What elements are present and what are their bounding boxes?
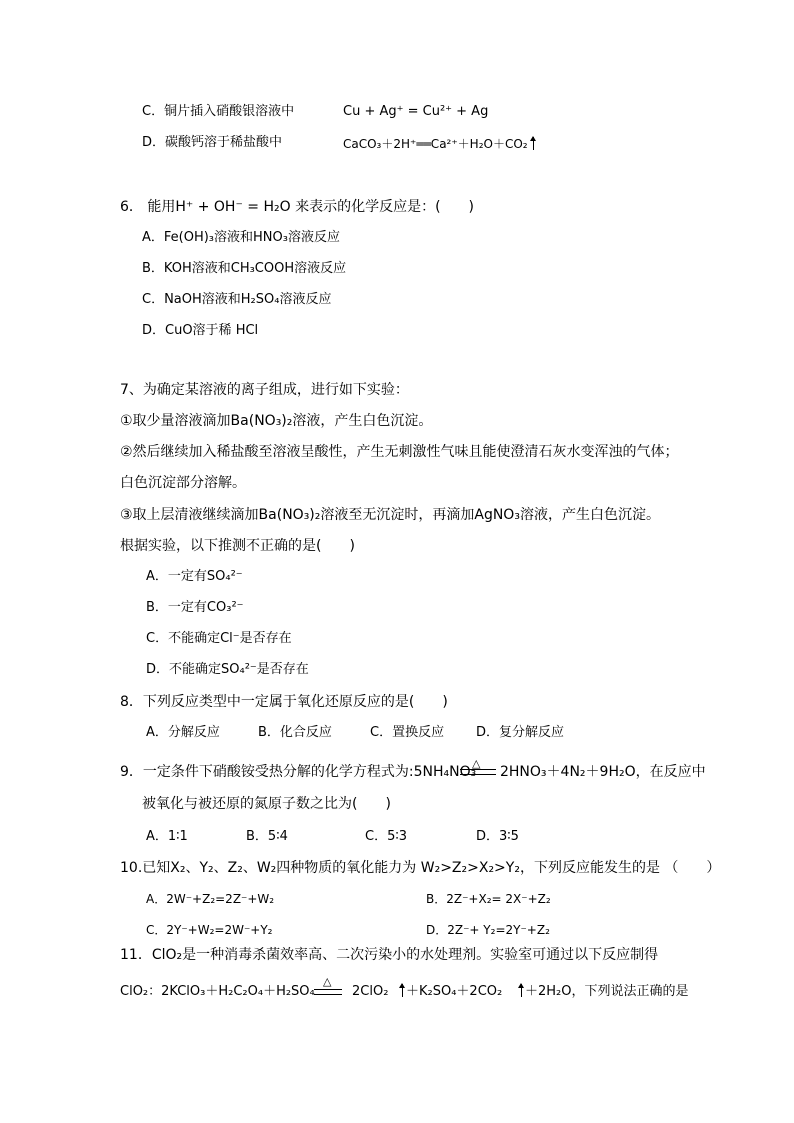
q5-option-d-label: D．碳酸钙溶于稀盐酸中 <box>142 135 283 150</box>
q8-option-d: D．复分解反应 <box>476 725 565 740</box>
q10-stem: 10.已知X₂、Y₂、Z₂、W₂四种物质的氧化能力为 W₂>Z₂>X₂>Y₂，下列反应能发生的是 （ ） <box>120 860 721 876</box>
q7-option-a: A．一定有SO₄²⁻ <box>146 569 243 584</box>
q10-option-d: D．2Z⁻+ Y₂=2Y⁻+Z₂ <box>426 923 550 937</box>
q6-option-d: D．CuO溶于稀 HCl <box>142 323 259 338</box>
q11-stem: 11．ClO₂是一种消毒杀菌效率高、二次污染小的水处理剂。实验室可通过以下反应制得 <box>120 947 659 963</box>
q6-option-c: C．NaOH溶液和H₂SO₄溶液反应 <box>142 292 332 307</box>
q11-reaction-equals-icon <box>314 989 342 995</box>
q11-gas-arrow-icon-2 <box>521 984 522 997</box>
q9-option-d: D．3∶5 <box>476 829 519 844</box>
q10-option-c: C．2Y⁻+W₂=2W⁻+Y₂ <box>146 923 273 937</box>
q6-stem: 6． 能用H⁺ + OH⁻ = H₂O 来表示的化学反应是：( ) <box>120 199 475 215</box>
q5-option-d-equation: CaCO₃＋2H⁺══Ca²⁺＋H₂O＋CO₂ <box>343 137 528 151</box>
q7-option-c: C．不能确定Cl⁻是否存在 <box>146 631 292 646</box>
q7-option-d: D．不能确定SO₄²⁻是否存在 <box>146 662 309 677</box>
q7-option-b: B．一定有CO₃²⁻ <box>146 600 244 615</box>
q7-step-1: ①取少量溶液滴加Ba(NO₃)₂溶液，产生白色沉淀。 <box>120 413 433 429</box>
q10-option-b: B．2Z⁻+X₂= 2X⁻+Z₂ <box>426 892 551 906</box>
q11-equation-product-2: ＋K₂SO₄＋2CO₂ <box>406 984 503 999</box>
q5-option-c-equation: Cu + Ag⁺ = Cu²⁺ + Ag <box>343 104 489 119</box>
q9-reaction-equals-icon <box>460 769 496 775</box>
q9-stem-right: 2HNO₃＋4N₂＋9H₂O，在反应中 <box>500 764 706 780</box>
q8-option-b: B．化合反应 <box>258 725 332 740</box>
q7-step-2-continued: 白色沉淀部分溶解。 <box>120 475 246 491</box>
q9-stem-left: 9．一定条件下硝酸铵受热分解的化学方程式为:5NH₄NO₃ <box>120 764 477 780</box>
q11-heat-mark: △ <box>323 975 332 988</box>
q9-option-b: B．5∶4 <box>246 829 288 844</box>
q8-option-c: C．置换反应 <box>370 725 445 740</box>
q7-stem: 7、为确定某溶液的离子组成，进行如下实验： <box>120 382 409 398</box>
q6-option-a: A．Fe(OH)₃溶液和HNO₃溶液反应 <box>142 230 340 245</box>
q9-option-a: A．1∶1 <box>146 829 188 844</box>
q9-heat-mark: △ <box>472 757 481 770</box>
gas-up-arrow-icon <box>533 137 534 150</box>
q8-option-a: A．分解反应 <box>146 725 220 740</box>
q11-equation-left: ClO₂：2KClO₃＋H₂C₂O₄＋H₂SO₄ <box>120 984 315 999</box>
q11-equation-product-1: 2ClO₂ <box>352 984 389 999</box>
q8-stem: 8．下列反应类型中一定属于氧化还原反应的是( ) <box>120 694 448 710</box>
q9-stem-line-2: 被氧化与被还原的氮原子数之比为( ) <box>142 796 391 812</box>
q5-option-c-label: C．铜片插入硝酸银溶液中 <box>142 104 295 119</box>
q9-option-c: C．5∶3 <box>365 829 408 844</box>
q11-gas-arrow-icon <box>402 984 403 997</box>
q7-question: 根据实验，以下推测不正确的是( ) <box>120 538 355 554</box>
q6-option-b: B．KOH溶液和CH₃COOH溶液反应 <box>142 261 347 276</box>
q7-step-3: ③取上层清液继续滴加Ba(NO₃)₂溶液至无沉淀时，再滴加AgNO₃溶液，产生白色沉淀。 <box>120 507 660 523</box>
q10-option-a: A．2W⁻+Z₂=2Z⁻+W₂ <box>146 892 275 906</box>
q11-equation-tail: ＋2H₂O，下列说法正确的是 <box>525 984 689 999</box>
q7-step-2: ②然后继续加入稀盐酸至溶液呈酸性，产生无刺激性气味且能使澄清石灰水变浑浊的气体； <box>120 444 679 460</box>
